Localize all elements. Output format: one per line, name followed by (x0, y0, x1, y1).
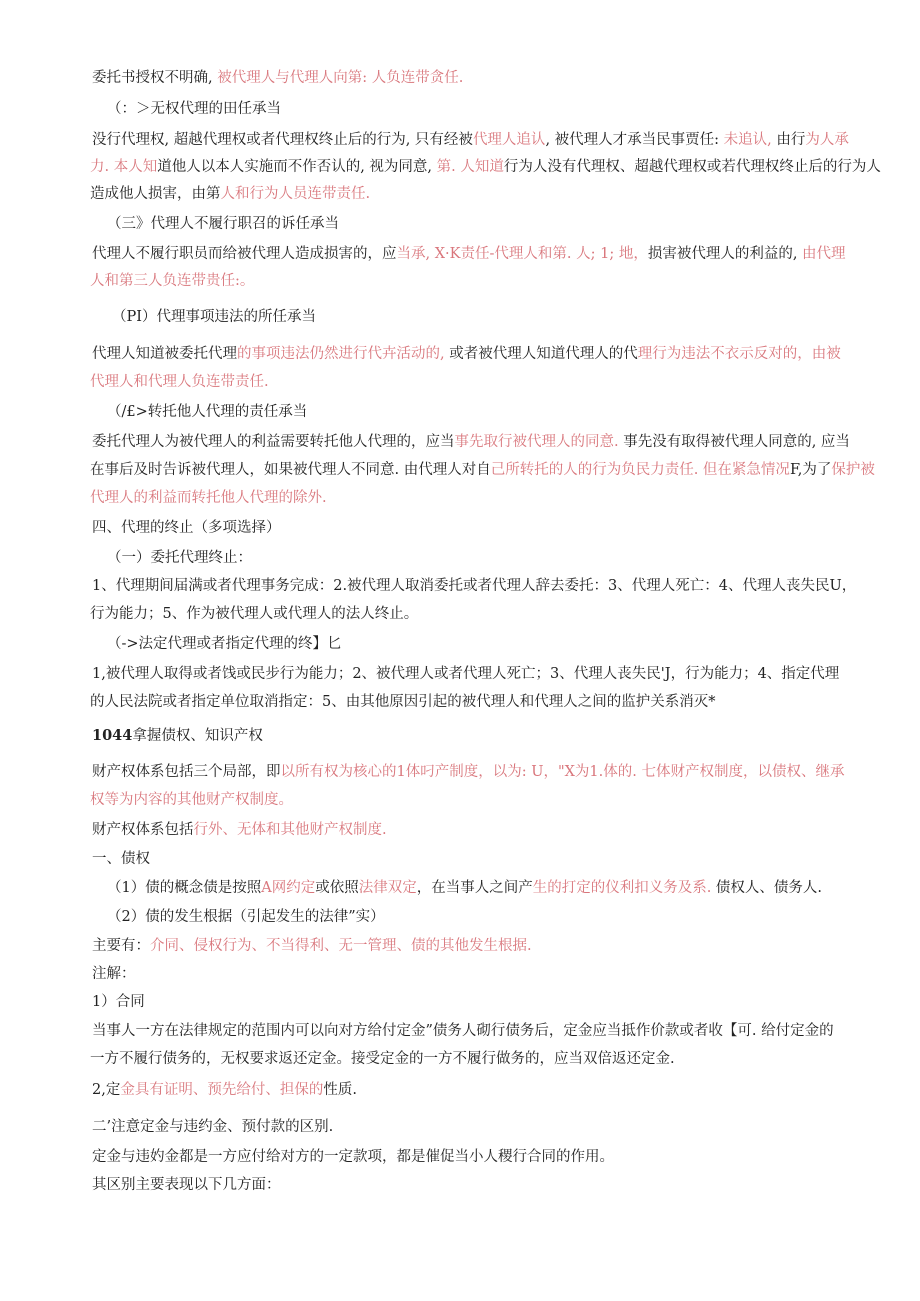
highlighted-text: 未追认, (723, 132, 777, 148)
paragraph-line (92, 762, 844, 782)
text-run: 当事人一方在法律规定的范围内可以向对方给付定金”债务人砌行债务后，定金应当抵作价款或者收【可. 给付定金的 (92, 1023, 834, 1039)
heading (107, 214, 339, 234)
text-run: 为了 (802, 462, 832, 478)
paragraph-line (92, 244, 846, 264)
text-run: 财产权体系包括 (92, 822, 194, 838)
highlighted-text: 事先取行被代理人的同意. (454, 434, 619, 450)
heading (92, 518, 281, 538)
highlighted-text: 生的打定的仪利扣义务及系. (532, 880, 712, 896)
paragraph-line (92, 576, 856, 596)
paragraph-line (92, 1147, 614, 1167)
paragraph-line (90, 692, 715, 712)
text-run: 1）合同 (92, 994, 145, 1010)
highlighted-text: 以所有权为核心的1体叼产制度，以为: U，"X为1.体的. 七体财产权制度，以债权、继承 (280, 764, 845, 780)
highlighted-text: 理行为违法不衣示反对的，由被 (637, 346, 841, 362)
highlighted-text: 人和行为人员连带责任. (220, 186, 371, 202)
text-run: （：＞无权代理的田任承当 (107, 101, 281, 117)
paragraph-line (92, 1117, 333, 1137)
paragraph-line (90, 488, 327, 508)
heading (107, 634, 342, 654)
text-run: 主要有： (92, 938, 150, 954)
highlighted-text: A网约定 (261, 880, 316, 896)
text-run: 1、代理期间届满或者代理事务完成：2.被代理人取消委托或者代理人辞去委托：3、代理人死亡：4、代理人丧失民U， (92, 578, 857, 594)
text-run: （/£>转托他人代理的责任承当 (107, 404, 308, 420)
highlighted-text: 第. 人知道 (436, 159, 504, 175)
paragraph-line (92, 344, 841, 364)
text-run: , 被代理人才承当民事贾任: (545, 132, 724, 148)
text-run: 道他人以本人实施而不作否认的, 视为同意, (157, 159, 437, 175)
paragraph-line (92, 992, 145, 1012)
highlighted-text: 代理人和代理人负连带责任. (90, 374, 269, 390)
text-run: （三》代理人不履行职召的诉任承当 (107, 216, 339, 232)
text-run: 代理人不履行职员而给被代理人造成损害的，应 (92, 246, 397, 262)
heading (112, 307, 316, 327)
text-run: 代理人知道被委托代理 (92, 346, 237, 362)
text-run: （PI）代理事项违法的所任承当 (112, 309, 316, 325)
heading (92, 726, 263, 746)
text-run: （->法定代理或者指定代理的终】匕 (107, 636, 342, 652)
text-run: 或者被代理人知道代理人的代 (449, 346, 638, 362)
heading (107, 548, 252, 568)
highlighted-text: 己所转托的人的行为负民力责任. 但在紧急情况 (490, 462, 790, 478)
text-run: 1,被代理人取得或者饯或民步行为能力；2、被代理人或者代理人死亡；3、代理人丧失民'J，行为能力；4、指定代理 (92, 666, 840, 682)
text-run: 的人民法院或者指定单位取消指定：5、由其他原因引起的被代理人和代理人之间的监护关系消灭* (90, 694, 716, 710)
paragraph-line (107, 878, 822, 898)
heading (107, 99, 281, 119)
text-run: 在事后及时告诉被代理人，如果被代理人不同意. 由代理人对自 (90, 462, 491, 478)
highlighted-text: 金具有证明、预先给付、担保的 (120, 1082, 324, 1098)
paragraph-line (90, 184, 370, 204)
text-run: 二’注意定金与违约金、预付款的区别. (92, 1119, 334, 1135)
text-run: 性质. (323, 1082, 357, 1098)
paragraph-line (90, 271, 254, 291)
text-run: F, (789, 462, 803, 478)
text-run: 其区别主要表现以下几方面： (92, 1177, 281, 1193)
highlighted-text: 人和第三人负连带贵任:。 (90, 273, 255, 289)
text-run: 损害被代理人的利益的, (647, 246, 803, 262)
highlighted-text: 当承, X·K责任-代理人和第. 人; 1; 地， (396, 246, 648, 262)
highlighted-text: 权等为内容的其他财产权制度。 (90, 792, 293, 808)
text-run: 行为人没有代理权、超越代理权或若代理权终止后的行为人 (503, 159, 881, 175)
paragraph-line (92, 820, 387, 840)
text-run: 财产权体系包括三个局部，即 (92, 764, 281, 780)
highlighted-text: 为人承 (805, 132, 849, 148)
text-run: （一）委托代理终止： (107, 550, 252, 566)
paragraph-line (92, 1175, 281, 1195)
text-run: （1）债的概念债是按照 (107, 880, 262, 896)
paragraph-line (90, 157, 881, 177)
paragraph-line (92, 68, 463, 88)
text-run: 一、债权 (92, 851, 150, 867)
text-run: 四、代理的终止（多项选择） (92, 520, 281, 536)
paragraph-line (92, 1021, 834, 1041)
paragraph-line (92, 664, 839, 684)
paragraph-line (92, 432, 850, 452)
paragraph-line (92, 130, 849, 150)
text-run: 事先没有取得被代理人同意的, 应当 (618, 434, 850, 450)
paragraph-line (90, 1049, 675, 1069)
paragraph-line (90, 604, 418, 624)
highlighted-text: 行外、无体和其他财产权制度. (193, 822, 387, 838)
text-run: 或依照 (315, 880, 359, 896)
highlighted-text: 的事项违法仍然进行代卉活动的, (237, 346, 450, 362)
text-run: 造成他人损害，由第 (90, 186, 221, 202)
text-run: 委托代理人为被代理人的利益需要转托他人代理的，应当 (92, 434, 455, 450)
highlighted-text: 保护被 (831, 462, 875, 478)
text-run: 没行代理权, 超越代理权或者代理权终止后的行为, 只有经被 (92, 132, 473, 148)
text-run: 注解： (92, 966, 136, 982)
highlighted-text: 代理人追认 (472, 132, 546, 148)
text-run: 由行 (776, 132, 806, 148)
paragraph-line (92, 936, 532, 956)
text-run: 1044 (92, 727, 133, 744)
text-run: 债权人、债务人. (711, 880, 823, 896)
highlighted-text: 被代理人与代理人向第: 人负连带贪任. (217, 70, 464, 86)
heading (107, 402, 307, 422)
highlighted-text: 介同、侵权行为、不当得利、无一管理、债的其他发生根据. (150, 938, 532, 954)
text-run: 拿握债权、知识产权 (132, 728, 263, 744)
highlighted-text: 力. 本人知 (90, 159, 158, 175)
highlighted-text: 由代理 (802, 246, 846, 262)
text-run: 行为能力；5、作为被代理人或代理人的法人终止。 (90, 606, 419, 622)
paragraph-line (90, 460, 875, 480)
paragraph-line (92, 1080, 357, 1100)
highlighted-text: 代理人的利益而转托他人代理的除外. (90, 490, 327, 506)
paragraph-line (107, 907, 385, 927)
text-run: 2,定 (92, 1082, 121, 1098)
text-run: 定金与违妁金都是一方应付给对方的一定款项，都是催促当小人稷行合同的作用。 (92, 1149, 614, 1165)
text-run: 一方不履行债务的，无权要求返还定金。接受定金的一方不履行做务的，应当双倍返还定金. (90, 1051, 675, 1067)
text-run: （2）债的发生根据（引起发生的法律”实） (107, 909, 385, 925)
paragraph-line (90, 790, 293, 810)
paragraph-line (92, 964, 136, 984)
text-run: ，在当事人之间产 (416, 880, 533, 896)
paragraph-line (90, 372, 269, 392)
highlighted-text: 法律双定 (358, 880, 417, 896)
text-run: 委托书授权不明确, (92, 70, 218, 86)
heading (92, 849, 150, 869)
